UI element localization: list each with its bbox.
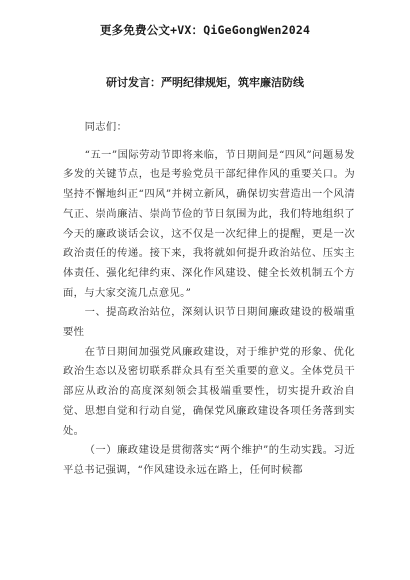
subsection-paragraph: （一）廉政建设是贯彻落实“两个维护”的生动实践。习近平总书记强调，“作风建设永远在路上，任何时候都 (63, 444, 355, 476)
intro-paragraph: “五一”国际劳动节即将来临，节日期间是“四风”问题易发多发的关键节点，也是考验党员干部纪律作风的重要关口。为坚持不懈地纠正“四风”并树立新风，确保切实营造出一个风清气正、崇尚廉洁、崇尚节俭的节日氛围为此，我们特地组织了今天的廉政谈话会议，这不仅是一次纪律上的提醒，更是一次政治责任的传递。接下来，我将就如何提升政治站位、压实主体责任、强化纪律约束、深化作风建设、健全长效机制五个方面，与大家交流几点意见。” (63, 148, 355, 299)
salutation: 同志们： (84, 121, 128, 133)
section-heading: 一、提高政治站位，深刻认识节日期间廉政建设的极端重要性 (63, 306, 355, 339)
document-body (63, 118, 355, 481)
promo-header: 更多免费公文+VX：QiGeGongWen2024 (99, 23, 311, 37)
body-paragraph: 在节日期间加强党风廉政建设，对于维护党的形象、优化政治生态以及密切联系群众具有至关重要的意义。全体党员干部应从政治的高度深刻领会其极端重要性，切实提升政治自觉、思想自觉和行动自觉，确保党风廉政建设各项任务落到实处。 (63, 345, 355, 437)
document-title: 研讨发言：严明纪律规矩，筑牢廉洁防线 (106, 76, 304, 89)
